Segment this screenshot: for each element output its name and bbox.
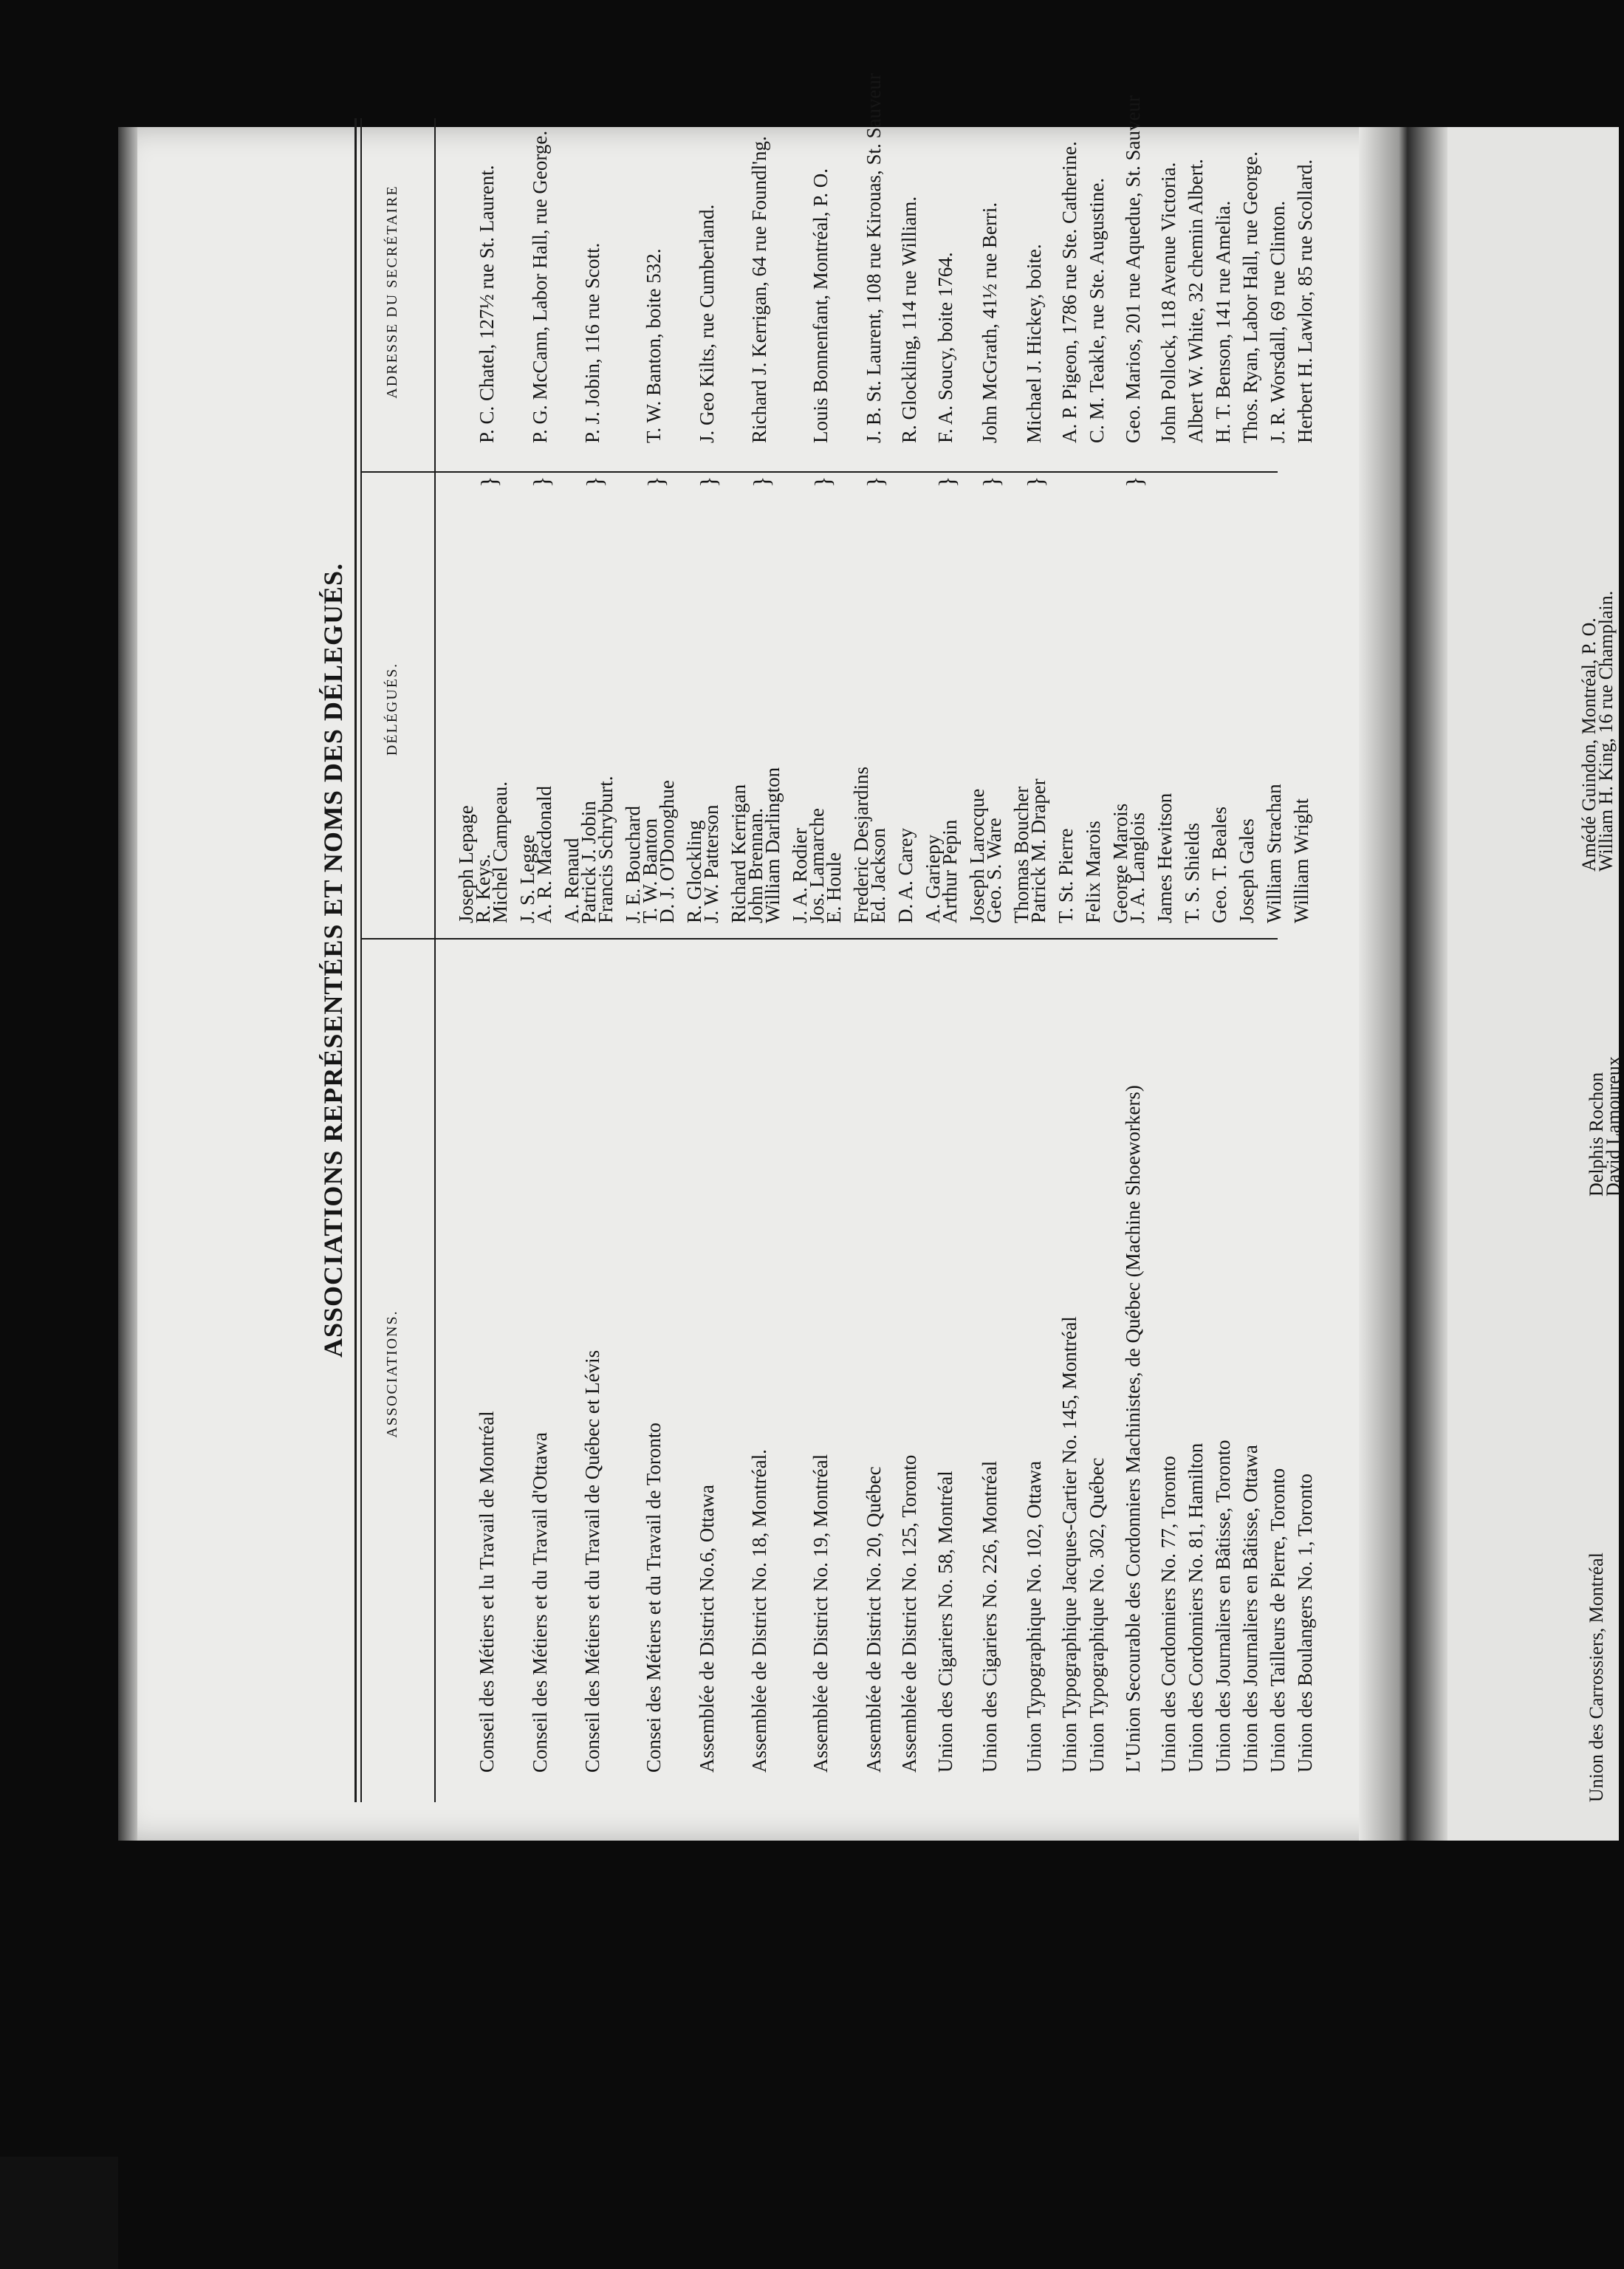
brace-glyph: } <box>809 476 836 487</box>
secretary-address: J. R. Worsdall, 69 rue Clinton. <box>1267 200 1289 443</box>
secretary-address: R. Glockling, 114 rue William. <box>898 196 920 443</box>
table-row <box>1109 95 1157 1802</box>
delegate-name: D. A. Carey <box>894 828 917 923</box>
secretary-address: John McGrath, 41½ rue Berri. <box>978 202 1001 443</box>
brace-glyph: } <box>747 476 775 487</box>
delegate-name: J. A. Rodier <box>789 827 811 923</box>
delegate-name: Patrick J. Jobin <box>578 801 600 923</box>
delegate-name: J. A. Langlois <box>1126 812 1148 923</box>
fragment-delegate: David Lamoureux <box>1603 1056 1624 1197</box>
delegate-name: Michel Campeau. <box>489 781 511 923</box>
table-row <box>516 118 563 1802</box>
secretary-address: Albert W. White, 32 chemin Albert. <box>1185 159 1207 443</box>
table-row <box>1263 118 1293 1802</box>
table-row <box>563 118 625 1802</box>
secretary-address: John Pollock, 118 Avenue Victoria. <box>1157 162 1179 443</box>
secretary-address: J. Geo Kilts, rue Cumberland. <box>695 204 718 443</box>
brace-glyph: } <box>1022 476 1049 487</box>
secretary-address: Thos. Ryan, Labor Hall, rue George. <box>1239 151 1261 443</box>
association-name: Assemblée de District No. 18, Montréal. <box>748 1449 770 1773</box>
delegate-name: Francis Schryburt. <box>595 776 617 923</box>
col-header-adresse: ADRESSE DU SECRÉTAIRE <box>384 185 400 399</box>
association-name: Union des Cigariers No. 226, Montréal <box>978 1460 1001 1773</box>
table-row <box>1055 118 1085 1802</box>
secretary-address: P. G. McCann, Labor Hall, rue George. <box>528 130 551 443</box>
delegate-name: Geo. S. Ware <box>983 818 1005 923</box>
table-top-rule-2 <box>360 118 362 1802</box>
delegate-name: Geo. T. Beales <box>1208 807 1230 923</box>
header-rule <box>434 118 436 1802</box>
table-row <box>683 118 730 1802</box>
delegate-name: J. E. Bouchard <box>622 806 644 923</box>
delegate-name: T. S. Shields <box>1181 822 1203 923</box>
delegate-name: Thomas Boucher <box>1010 786 1032 923</box>
delegate-name: R. Glockling <box>683 820 705 923</box>
delegate-name: Felix Marois <box>1082 821 1104 923</box>
table-row <box>894 118 925 1802</box>
delegate-name: John Brennan. <box>744 808 767 923</box>
secretary-address: Geo. Marios, 201 rue Aquedue, St. Sauveur <box>1121 95 1144 443</box>
rotated-table-block <box>133 73 1329 1802</box>
association-name: Assemblée de District No. 125, Toronto <box>898 1454 920 1773</box>
table-row <box>1181 118 1211 1802</box>
fragment-address: William H. King, 16 rue Champlain. <box>1595 590 1617 872</box>
brace-glyph: } <box>933 476 960 487</box>
table-row <box>1238 118 1266 1802</box>
brace-glyph: } <box>1121 476 1148 487</box>
table-row <box>922 118 969 1802</box>
secretary-address: A. P. Pigeon, 1786 rue Ste. Catherine. <box>1058 141 1080 443</box>
fragment-address: Amédé Guindon, Montréal, P. O. <box>1578 617 1600 872</box>
delegate-name: J. W. Patterson <box>700 804 722 923</box>
association-name: Conseil des Métiers et du Travail d'Ottawa <box>528 1432 551 1773</box>
secretary-address: P. C. Chatel, 127½ rue St. Laurent. <box>476 165 498 443</box>
delegate-name: Joseph Lepage <box>455 805 477 923</box>
delegate-name: William Wright <box>1290 798 1312 923</box>
table-row <box>1208 118 1238 1802</box>
delegate-name: William Darlington <box>761 767 784 923</box>
delegate-name: R. Keys. <box>472 854 494 923</box>
brace-glyph: } <box>978 476 1004 487</box>
table-row <box>789 118 853 1802</box>
delegate-name: Frederic Desjardins <box>850 766 872 923</box>
table-row <box>1154 118 1184 1802</box>
page-title: ASSOCIATIONS REPRÉSENTÉES ET NOMS DES DÉLEGUÉS. <box>318 563 348 1358</box>
secretary-address: T. W. Banton, boite 532. <box>643 248 665 443</box>
table-row <box>966 118 1013 1802</box>
secretary-address: Richard J. Kerrigan, 64 rue Foundl'ng. <box>748 136 770 443</box>
secretary-address: Louis Bonnenfant, Montréal, P. O. <box>809 168 832 443</box>
delegate-name: J. S. Legge <box>516 835 538 923</box>
secretary-address: P. J. Jobin, 116 rue Scott. <box>581 242 603 443</box>
association-name: Union des Cordonniers No. 77, Toronto <box>1157 1456 1179 1773</box>
delegate-name: George Marois <box>1109 803 1131 923</box>
delegate-name: Joseph Larocque <box>966 788 988 923</box>
association-name: Union des Journaliers en Bâtisse, Toronto <box>1212 1440 1234 1773</box>
delegate-name: A. Renaud <box>561 838 583 923</box>
secretary-address: H. T. Benson, 141 rue Amelia. <box>1212 200 1234 443</box>
association-name: Union Typographique No. 302, Québec <box>1086 1457 1108 1773</box>
table-row <box>622 118 686 1802</box>
association-name: Union Typographique No. 102, Ottawa <box>1022 1460 1045 1773</box>
delegates-table <box>354 73 1337 1802</box>
book-gutter <box>1359 127 1447 1841</box>
association-name: Assemblée de District No.6, Ottawa <box>695 1485 718 1773</box>
brace-glyph: } <box>642 476 669 487</box>
delegate-name: Patrick M. Draper <box>1027 778 1049 923</box>
table-top-rule <box>354 118 357 1802</box>
delegate-name: Jos. Lamarche <box>806 808 828 923</box>
association-name: Union des Cordonniers No. 81, Hamilton <box>1185 1442 1207 1773</box>
fragment-association: Union des Carrossiers, Montréal <box>1586 1553 1607 1802</box>
delegate-name: D. J. O'Donoghue <box>656 780 678 923</box>
delegate-name: T. St. Pierre <box>1055 828 1077 923</box>
delegate-name: Joseph Gales <box>1236 818 1258 923</box>
delegate-name: A. R. Macdonald <box>533 786 555 923</box>
brace-glyph: } <box>475 476 502 487</box>
association-name: Consei des Métiers et du Travail de Toronto <box>643 1423 665 1773</box>
brace-glyph: } <box>528 476 555 487</box>
brace-glyph: } <box>695 476 722 487</box>
association-name: Union des Journaliers en Bâtisse, Ottawa <box>1239 1445 1261 1773</box>
fragment-delegate: Delphis Rochon <box>1586 1072 1607 1197</box>
secretary-address: J. B. St. Laurent, 108 rue Kirouas, St. Sauveur <box>862 73 885 443</box>
brace-glyph: } <box>862 476 888 487</box>
delegate-name: Arthur Pepin <box>939 819 961 923</box>
association-name: Conseil des Métiers et du Travail de Québec et Lévis <box>581 1349 603 1773</box>
table-row <box>455 118 519 1802</box>
film-border <box>0 2157 118 2269</box>
table-row <box>1082 118 1112 1802</box>
secretary-address: Herbert H. Lawlor, 85 rue Scollard. <box>1294 159 1316 443</box>
association-name: Union des Boulangers No. 1, Toronto <box>1294 1474 1316 1773</box>
association-name: L'Union Secourable des Cordonniers Machinistes, de Québec (Machine Shoeworkers) <box>1121 1085 1144 1773</box>
secretary-address: F. A. Soucy, boite 1764. <box>933 252 956 443</box>
association-name: Assemblée de District No. 20, Québec <box>862 1466 885 1773</box>
secretary-address: C. M. Teakle, rue Ste. Augustine. <box>1086 177 1108 443</box>
col-header-associations: ASSOCIATIONS. <box>384 1310 400 1438</box>
table-row <box>1290 118 1320 1802</box>
table-row <box>727 118 792 1802</box>
delegate-name: E. Houle <box>823 852 845 923</box>
association-name: Union des Cigariers No. 58, Montréal <box>933 1471 956 1773</box>
association-name: Union Typographique Jacques-Cartier No. 145, Montréal <box>1058 1316 1080 1773</box>
table-row <box>850 73 897 1802</box>
delegate-name: A. Gariepy <box>922 835 944 923</box>
secretary-address: Michael J. Hickey, boite. <box>1022 244 1045 443</box>
table-row <box>1010 118 1058 1802</box>
association-name: Union des Tailleurs de Pierre, Toronto <box>1267 1468 1289 1773</box>
delegate-name: William Strachan <box>1263 784 1285 923</box>
col-header-delegues: DÉLÉGUÉS. <box>384 662 400 756</box>
delegate-name: James Hewitson <box>1154 793 1176 923</box>
delegate-name: T. W. Banton <box>639 818 661 923</box>
brace-glyph: } <box>580 476 608 487</box>
association-name: Assemblée de District No. 19, Montréal <box>809 1454 832 1773</box>
delegate-name: Richard Kerrigan <box>727 784 750 923</box>
delegate-name: Ed. Jackson <box>867 828 889 923</box>
association-name: Conseil des Métiers et lu Travail de Montréal <box>476 1411 498 1773</box>
